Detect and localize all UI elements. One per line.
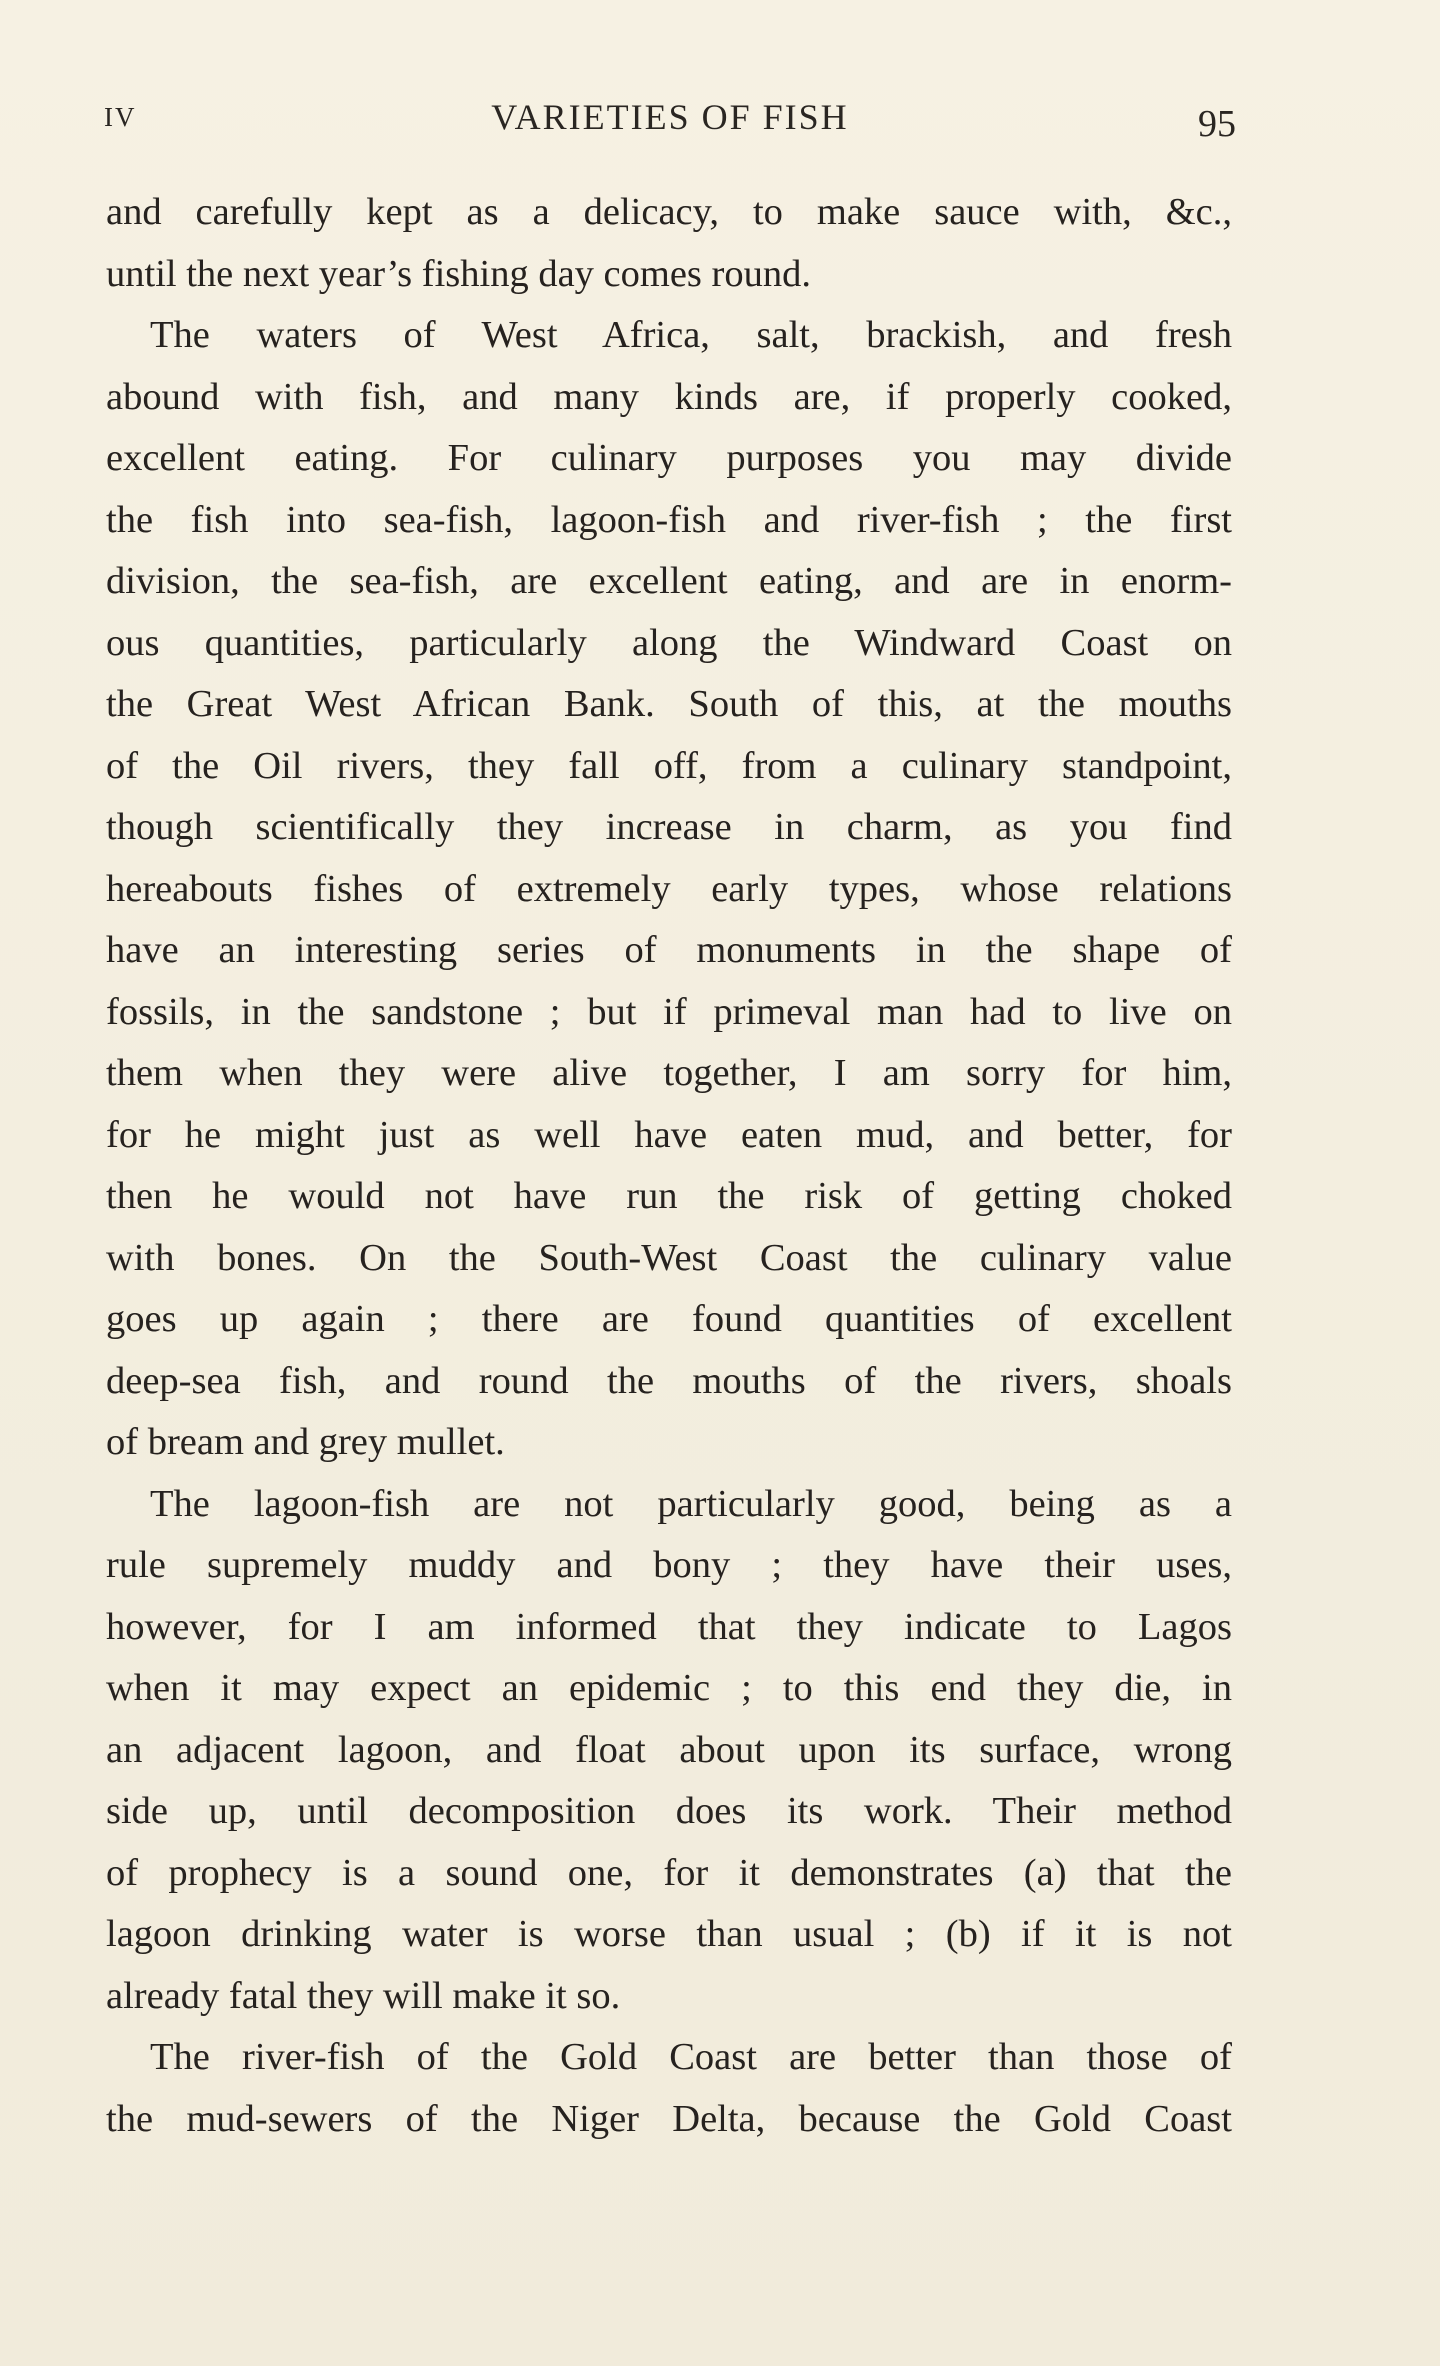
- text-line: when it may expect an epidemic ; to this end they die, in: [106, 1667, 1232, 1709]
- text-line: fossils, in the sandstone ; but if primeval man had to live on: [106, 990, 1232, 1033]
- text-line: with bones. On the South-West Coast the culinary value: [106, 1236, 1232, 1279]
- text-line: them when they were alive together, I am sorry for him,: [106, 1052, 1232, 1094]
- chapter-numeral: IV: [104, 102, 137, 132]
- text-line: abound with fish, and many kinds are, if properly cooked,: [106, 375, 1232, 418]
- text-line: goes up again ; there are found quantities of excellent: [106, 1298, 1232, 1340]
- paragraph-first-line: The lagoon-fish are not particularly good, being as a: [150, 1482, 1232, 1525]
- page-number: 95: [1198, 103, 1236, 145]
- text-line: until the next year’s fishing day comes round.: [106, 252, 811, 295]
- text-line: of bream and grey mullet.: [106, 1421, 505, 1463]
- text-line: however, for I am informed that they indicate to Lagos: [106, 1605, 1232, 1648]
- text-line: excellent eating. For culinary purposes you may divide: [106, 437, 1232, 479]
- text-line: division, the sea-fish, are excellent eating, and are in enorm-: [106, 560, 1232, 602]
- paragraph-first-line: The river-fish of the Gold Coast are better than those of: [150, 2036, 1232, 2078]
- text-line: side up, until decomposition does its work. Their method: [106, 1790, 1232, 1832]
- text-line: deep-sea fish, and round the mouths of the rivers, shoals: [106, 1359, 1232, 1402]
- text-line: rule supremely muddy and bony ; they have their uses,: [106, 1544, 1232, 1586]
- text-line: hereabouts fishes of extremely early types, whose relations: [106, 867, 1232, 910]
- text-line: the Great West African Bank. South of this, at the mouths: [106, 683, 1232, 725]
- text-line: of prophecy is a sound one, for it demonstrates (a) that the: [106, 1851, 1232, 1894]
- text-line: already fatal they will make it so.: [106, 1974, 621, 2017]
- text-line: an adjacent lagoon, and float about upon its surface, wrong: [106, 1728, 1232, 1771]
- text-line: though scientifically they increase in charm, as you find: [106, 806, 1232, 848]
- running-head: [104, 90, 1236, 150]
- text-line: the mud-sewers of the Niger Delta, because the Gold Coast: [106, 2097, 1232, 2140]
- running-title: VARIETIES OF FISH: [491, 97, 849, 137]
- text-line: and carefully kept as a delicacy, to make sauce with, &c.,: [106, 191, 1232, 233]
- text-line: ous quantities, particularly along the Windward Coast on: [106, 621, 1232, 664]
- text-line: lagoon drinking water is worse than usual ; (b) if it is not: [106, 1913, 1232, 1955]
- body-text: [106, 182, 1232, 2150]
- text-line: of the Oil rivers, they fall off, from a culinary standpoint,: [106, 744, 1232, 787]
- text-line: for he might just as well have eaten mud, and better, for: [106, 1113, 1232, 1156]
- paragraph-first-line: The waters of West Africa, salt, brackish, and fresh: [150, 314, 1232, 356]
- text-line: then he would not have run the risk of getting choked: [106, 1175, 1232, 1217]
- text-line: have an interesting series of monuments in the shape of: [106, 929, 1232, 971]
- text-line: the fish into sea-fish, lagoon-fish and river-fish ; the first: [106, 498, 1232, 541]
